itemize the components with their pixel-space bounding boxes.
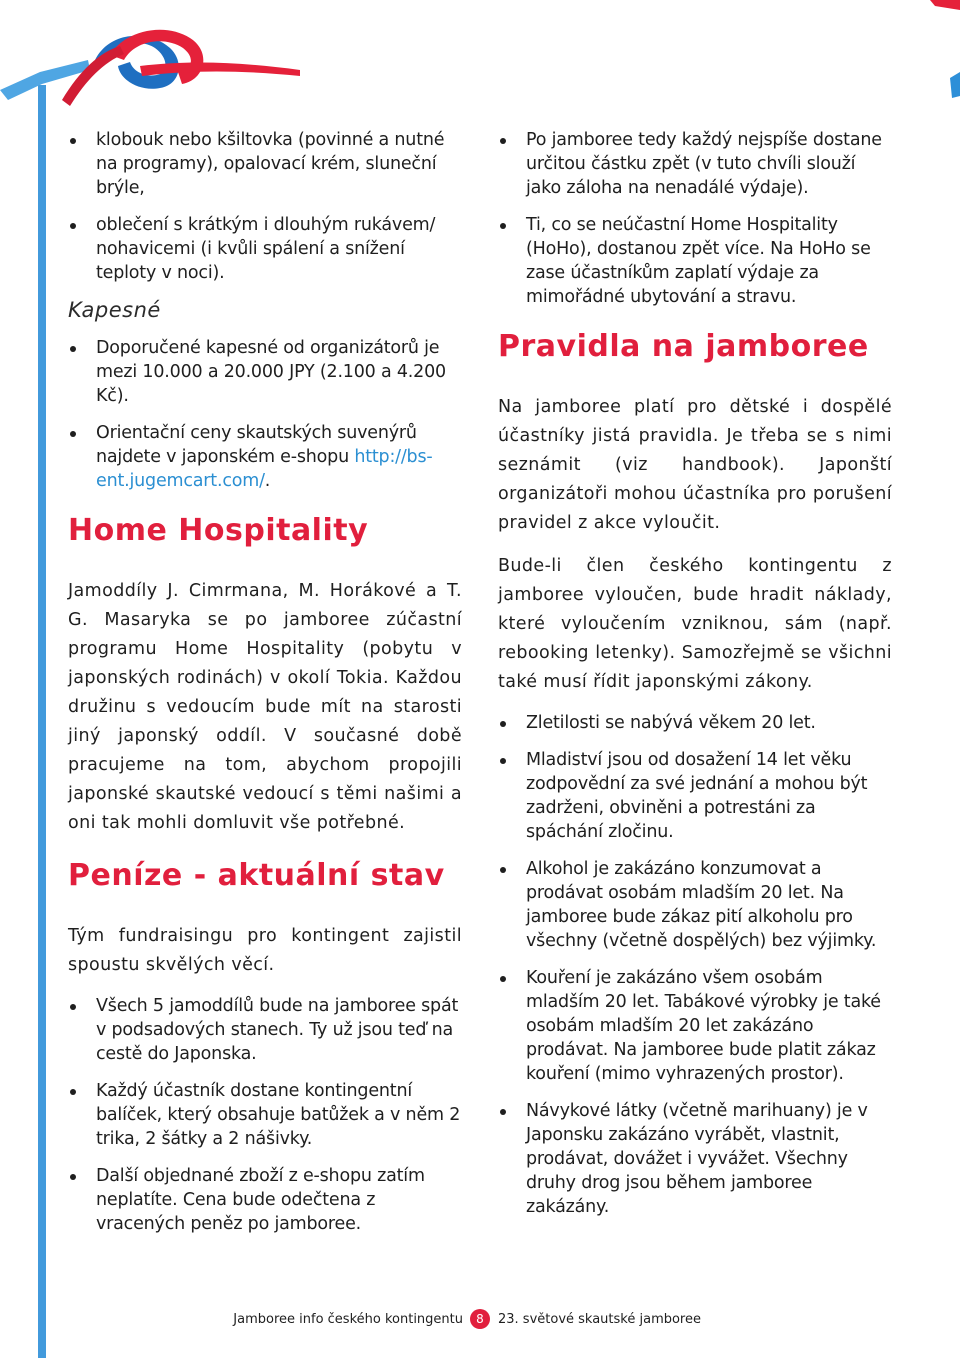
list-item xyxy=(68,421,462,493)
packing-list xyxy=(68,128,462,285)
footer-right: 23. světové skautské jamboree xyxy=(498,1312,701,1327)
footer-left: Jamboree info českého kontingentu xyxy=(233,1312,463,1327)
list-item-end: . xyxy=(264,471,271,491)
list-item: Návykové látky (včetně marihuany) je v Japonsku zakázáno vyrábět, vlastnit, prodávat, dovážet i vyvážet. Všechny druhy drog jsou během jamboree zakázány. xyxy=(498,1099,892,1219)
red-ribbon-left xyxy=(62,46,124,106)
rules-list xyxy=(498,711,892,1219)
home-hospitality-heading: Home Hospitality xyxy=(68,513,369,548)
list-item: Alkohol je zakázáno konzumovat a prodávat osobám mladším 20 let. Na jamboree bude zákaz pití alkoholu pro všechny (včetně dospělých) bez výjimky. xyxy=(498,857,892,953)
right-column xyxy=(498,128,892,1232)
penize-heading: Peníze - aktuální stav xyxy=(68,858,445,893)
list-item: Mladiství jsou od dosažení 14 let věku zodpovědní za své jednání a mohou být zadrženi, obviněni a potrestáni za spáchání zločinu. xyxy=(498,748,892,844)
list-item: Všech 5 jamoddílů bude na jamboree spát v podsadových stanech. Ty už jsou teď na cestě do Japonska. xyxy=(68,994,462,1066)
list-item: Každý účastník dostane kontingentní balíček, který obsahuje batůžek a v něm 2 trika, 2 šátky a 2 nášivky. xyxy=(68,1079,462,1151)
ribbon-right-blue xyxy=(950,72,960,98)
eshop-link[interactable]: http://bs-ent.jugemcart.com/ xyxy=(96,447,433,491)
kapesne-heading: Kapesné xyxy=(68,298,161,322)
list-item: Další objednané zboží z e-shopu zatím neplatíte. Cena bude odečtena z vracených peněz po jamboree. xyxy=(68,1164,462,1236)
penize-text: Tým fundraisingu pro kontingent zajistil spoustu skvělých věcí. xyxy=(68,926,462,975)
penize-list xyxy=(68,994,462,1236)
list-item: Zletilosti se nabývá věkem 20 let. xyxy=(498,711,892,735)
list-item: Doporučené kapesné od organizátorů je mezi 10.000 a 20.000 JPY (2.100 a 4.200 Kč). xyxy=(68,336,462,408)
list-item: Kouření je zakázáno všem osobám mladším 20 let. Tabákové výrobky je také osobám mladším 20 let zakázáno prodávat. Na jamboree bude platit zákaz kouření (mimo vyhrazených prostor). xyxy=(498,966,892,1086)
list-item: Ti, co se neúčastní Home Hospitality (HoHo), dostanou zpět více. Na HoHo se zase účastníkům zaplatí výdaje za mimořádné ubytování a stravu. xyxy=(498,213,892,309)
refund-list xyxy=(498,128,892,309)
list-item: klobouk nebo kšiltovka (povinné a nutné na programy), opalovací krém, sluneční brýle, xyxy=(68,128,462,200)
pravidla-paragraph-2: Bude-li člen českého kontingentu z jamboree vyloučen, bude hradit náklady, které vyloučením vzniknou, sám (např. rebooking letenky). Samozřejmě se všichni také musí řídit japonskými zákony. xyxy=(498,556,892,692)
list-item: oblečení s krátkým i dlouhým rukávem/ nohavicemi (i kvůli spálení a snížení teploty v noci). xyxy=(68,213,462,285)
home-hospitality-text: Jamoddíly J. Cimrmana, M. Horákové a T. G. Masaryka se po jamboree zúčastní programu Home Hospitality (pobytu v japonských rodinách) v okolí Tokia. Každou družinu s vedoucím bude mít na starosti jiný japonský oddíl. V současné době pracujeme na tom, abychom propojili japonské skautské vedoucí s těmi našimi a oni tak mohli domluvit vše potřebné. xyxy=(68,581,462,833)
left-column xyxy=(68,128,462,1249)
page-number: 8 xyxy=(470,1309,490,1329)
kapesne-list xyxy=(68,336,462,493)
pravidla-heading: Pravidla na jamboree xyxy=(498,329,869,364)
ribbon-right xyxy=(930,0,960,10)
list-item: Po jamboree tedy každý nejspíše dostane určitou částku zpět (v tuto chvíli slouží jako záloha na nenadálé výdaje). xyxy=(498,128,892,200)
blue-ribbon-vertical xyxy=(38,85,46,1358)
list-item-text: Orientační ceny skautských suvenýrů najdete v japonském e-shopu xyxy=(96,423,417,467)
page-footer xyxy=(0,1309,960,1331)
pravidla-paragraph-1: Na jamboree platí pro dětské i dospělé účastníky jistá pravidla. Je třeba se s nimi seznámit (viz handbook). Japonští organizátoři mohou účastníka pro porušení pravidel z akce vyloučit. xyxy=(498,397,892,533)
